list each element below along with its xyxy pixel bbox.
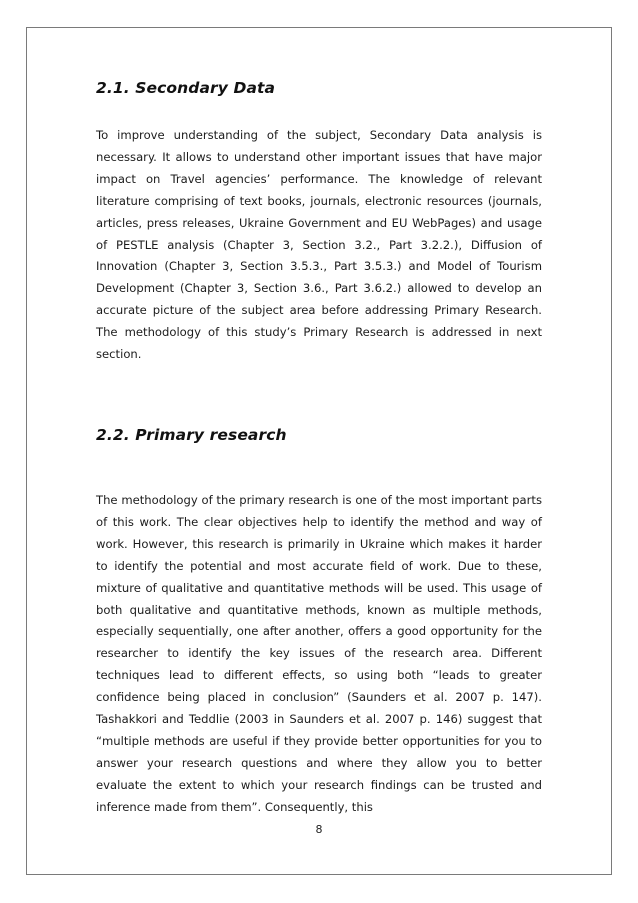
- primary-research-paragraph: The methodology of the primary research is one of the most important parts of this work. The clear objectives help to identify the method and way of work. However, this research is primarily in Ukraine which makes it harder to identify the potential and most accurate field of work. Due to these, mixture of qualitative and quantitative methods will be used. This usage of both qualitative and quantitative methods, known as multiple methods, especially sequentially, one after another, offers a good opportunity for the researcher to identify the key issues of the research area. Different techniques lead to different effects, so using both “leads to greater confidence being placed in conclusion” (Saunders et al. 2007 p. 147). Tashakkori and Teddlie (2003 in Saunders et al. 2007 p. 146) suggest that “multiple methods are useful if they provide better opportunities for you to answer your research questions and where they allow you to better evaluate the extent to which your research findings can be trusted and inference made from them”. Consequently, this: [96, 493, 542, 814]
- page-number: 8: [315, 823, 323, 836]
- section-heading-secondary-data: 2.1. Secondary Data: [96, 79, 276, 97]
- section-heading-primary-research: 2.2. Primary research: [96, 426, 287, 444]
- secondary-data-paragraph: To improve understanding of the subject, Secondary Data analysis is necessary. It allows to understand other important issues that have major impact on Travel agencies’ performance. The knowledge of relevant literature comprising of text books, journals, electronic resources (journals, articles, press releases, Ukraine Government and EU WebPages) and usage of PESTLE analysis (Chapter 3, Section 3.2., Part 3.2.2.), Diffusion of Innovation (Chapter 3, Section 3.5.3., Part 3.5.3.) and Model of Tourism Development (Chapter 3, Section 3.6., Part 3.6.2.) allowed to develop an accurate picture of the subject area before addressing Primary Research. The methodology of this study’s Primary Research is addressed in next section.: [96, 128, 542, 362]
